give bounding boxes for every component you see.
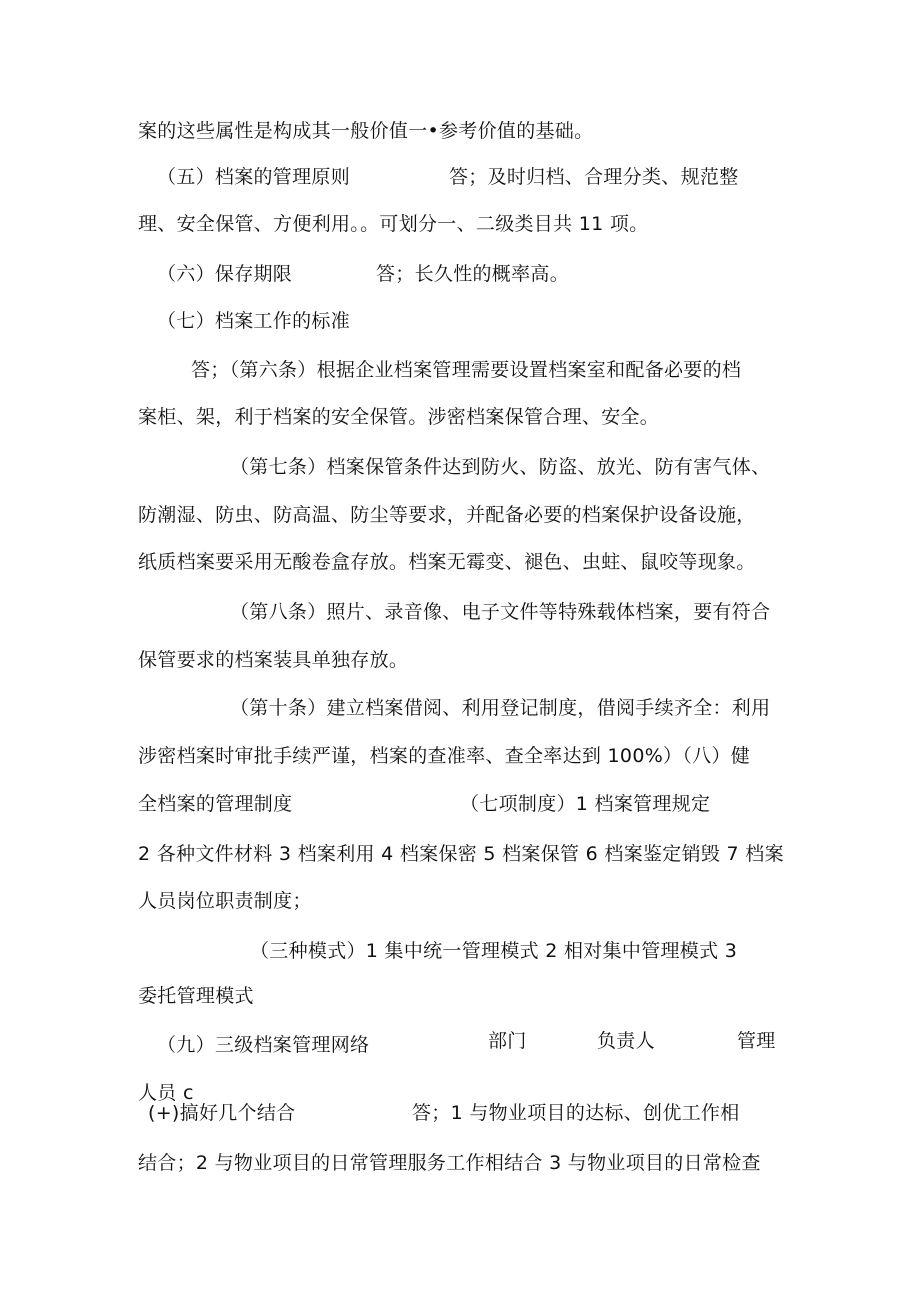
- section-heading: 全档案的管理制度: [138, 793, 293, 815]
- paragraph-line: （三种模式）1 集中统一管理模式 2 相对集中管理模式 3: [250, 940, 738, 962]
- paragraph-line: 委托管理模式: [138, 985, 254, 1007]
- network-column-label: 部门: [488, 1030, 527, 1052]
- answer-text: 答；长久性的概率高。: [376, 263, 570, 285]
- paragraph-line: 涉密档案时审批手续严谨，档案的查准率、查全率达到 100%）（八）健: [138, 745, 751, 767]
- section-heading: (+)搞好几个结合: [148, 1102, 296, 1124]
- paragraph-line: 2 各种文件材料 3 档案利用 4 档案保密 5 档案保管 6 档案鉴定销毁 7 档案: [138, 843, 784, 865]
- paragraph-line: 防潮湿、防虫、防高温、防尘等要求，并配备必要的档案保护设备设施，: [138, 504, 756, 526]
- paragraph-line: 答；（第六条）根据企业档案管理需要设置档案室和配备必要的档: [191, 359, 742, 381]
- paragraph-line: 理、安全保管、方便利用。。可划分一、二级类目共 11 项。: [138, 213, 649, 235]
- paragraph-line: （七项制度）1 档案管理规定: [460, 793, 711, 815]
- section-heading: （五）档案的管理原则: [157, 166, 351, 188]
- answer-text: 答；1 与物业项目的达标、创优工作相: [412, 1102, 740, 1124]
- paragraph-line: （第七条）档案保管条件达到防火、防盗、放光、防有害气体、: [230, 456, 771, 478]
- network-column-label: 管理: [737, 1030, 776, 1052]
- paragraph-line: （第八条）照片、录音像、电子文件等特殊载体档案，要有符合: [230, 601, 771, 623]
- section-heading: （九）三级档案管理网络: [157, 1034, 370, 1056]
- section-heading: （六）保存期限: [157, 263, 293, 285]
- paragraph-line: （第十条）建立档案借阅、利用登记制度，借阅手续齐全：利用: [230, 697, 771, 719]
- paragraph-line: 案的这些属性是构成其一般价值一•参考价值的基础。: [138, 120, 594, 142]
- paragraph-line: 案柜、架，利于档案的安全保管。涉密档案保管合理、安全。: [138, 406, 660, 428]
- network-column-label: 负责人: [597, 1030, 655, 1052]
- paragraph-line: 人员岗位职责制度；: [138, 890, 312, 912]
- paragraph-line: 纸质档案要采用无酸卷盒存放。档案无霉变、褪色、虫蛀、鼠咬等现象。: [138, 551, 756, 573]
- section-heading: （七）档案工作的标准: [157, 310, 351, 332]
- network-column-label: 人员 c: [138, 1082, 194, 1104]
- paragraph-line: 保管要求的档案装具单独存放。: [138, 649, 409, 671]
- paragraph-line: 结合；2 与物业项目的日常管理服务工作相结合 3 与物业项目的日常检查: [138, 1152, 761, 1174]
- answer-text: 答；及时归档、合理分类、规范整: [449, 166, 739, 188]
